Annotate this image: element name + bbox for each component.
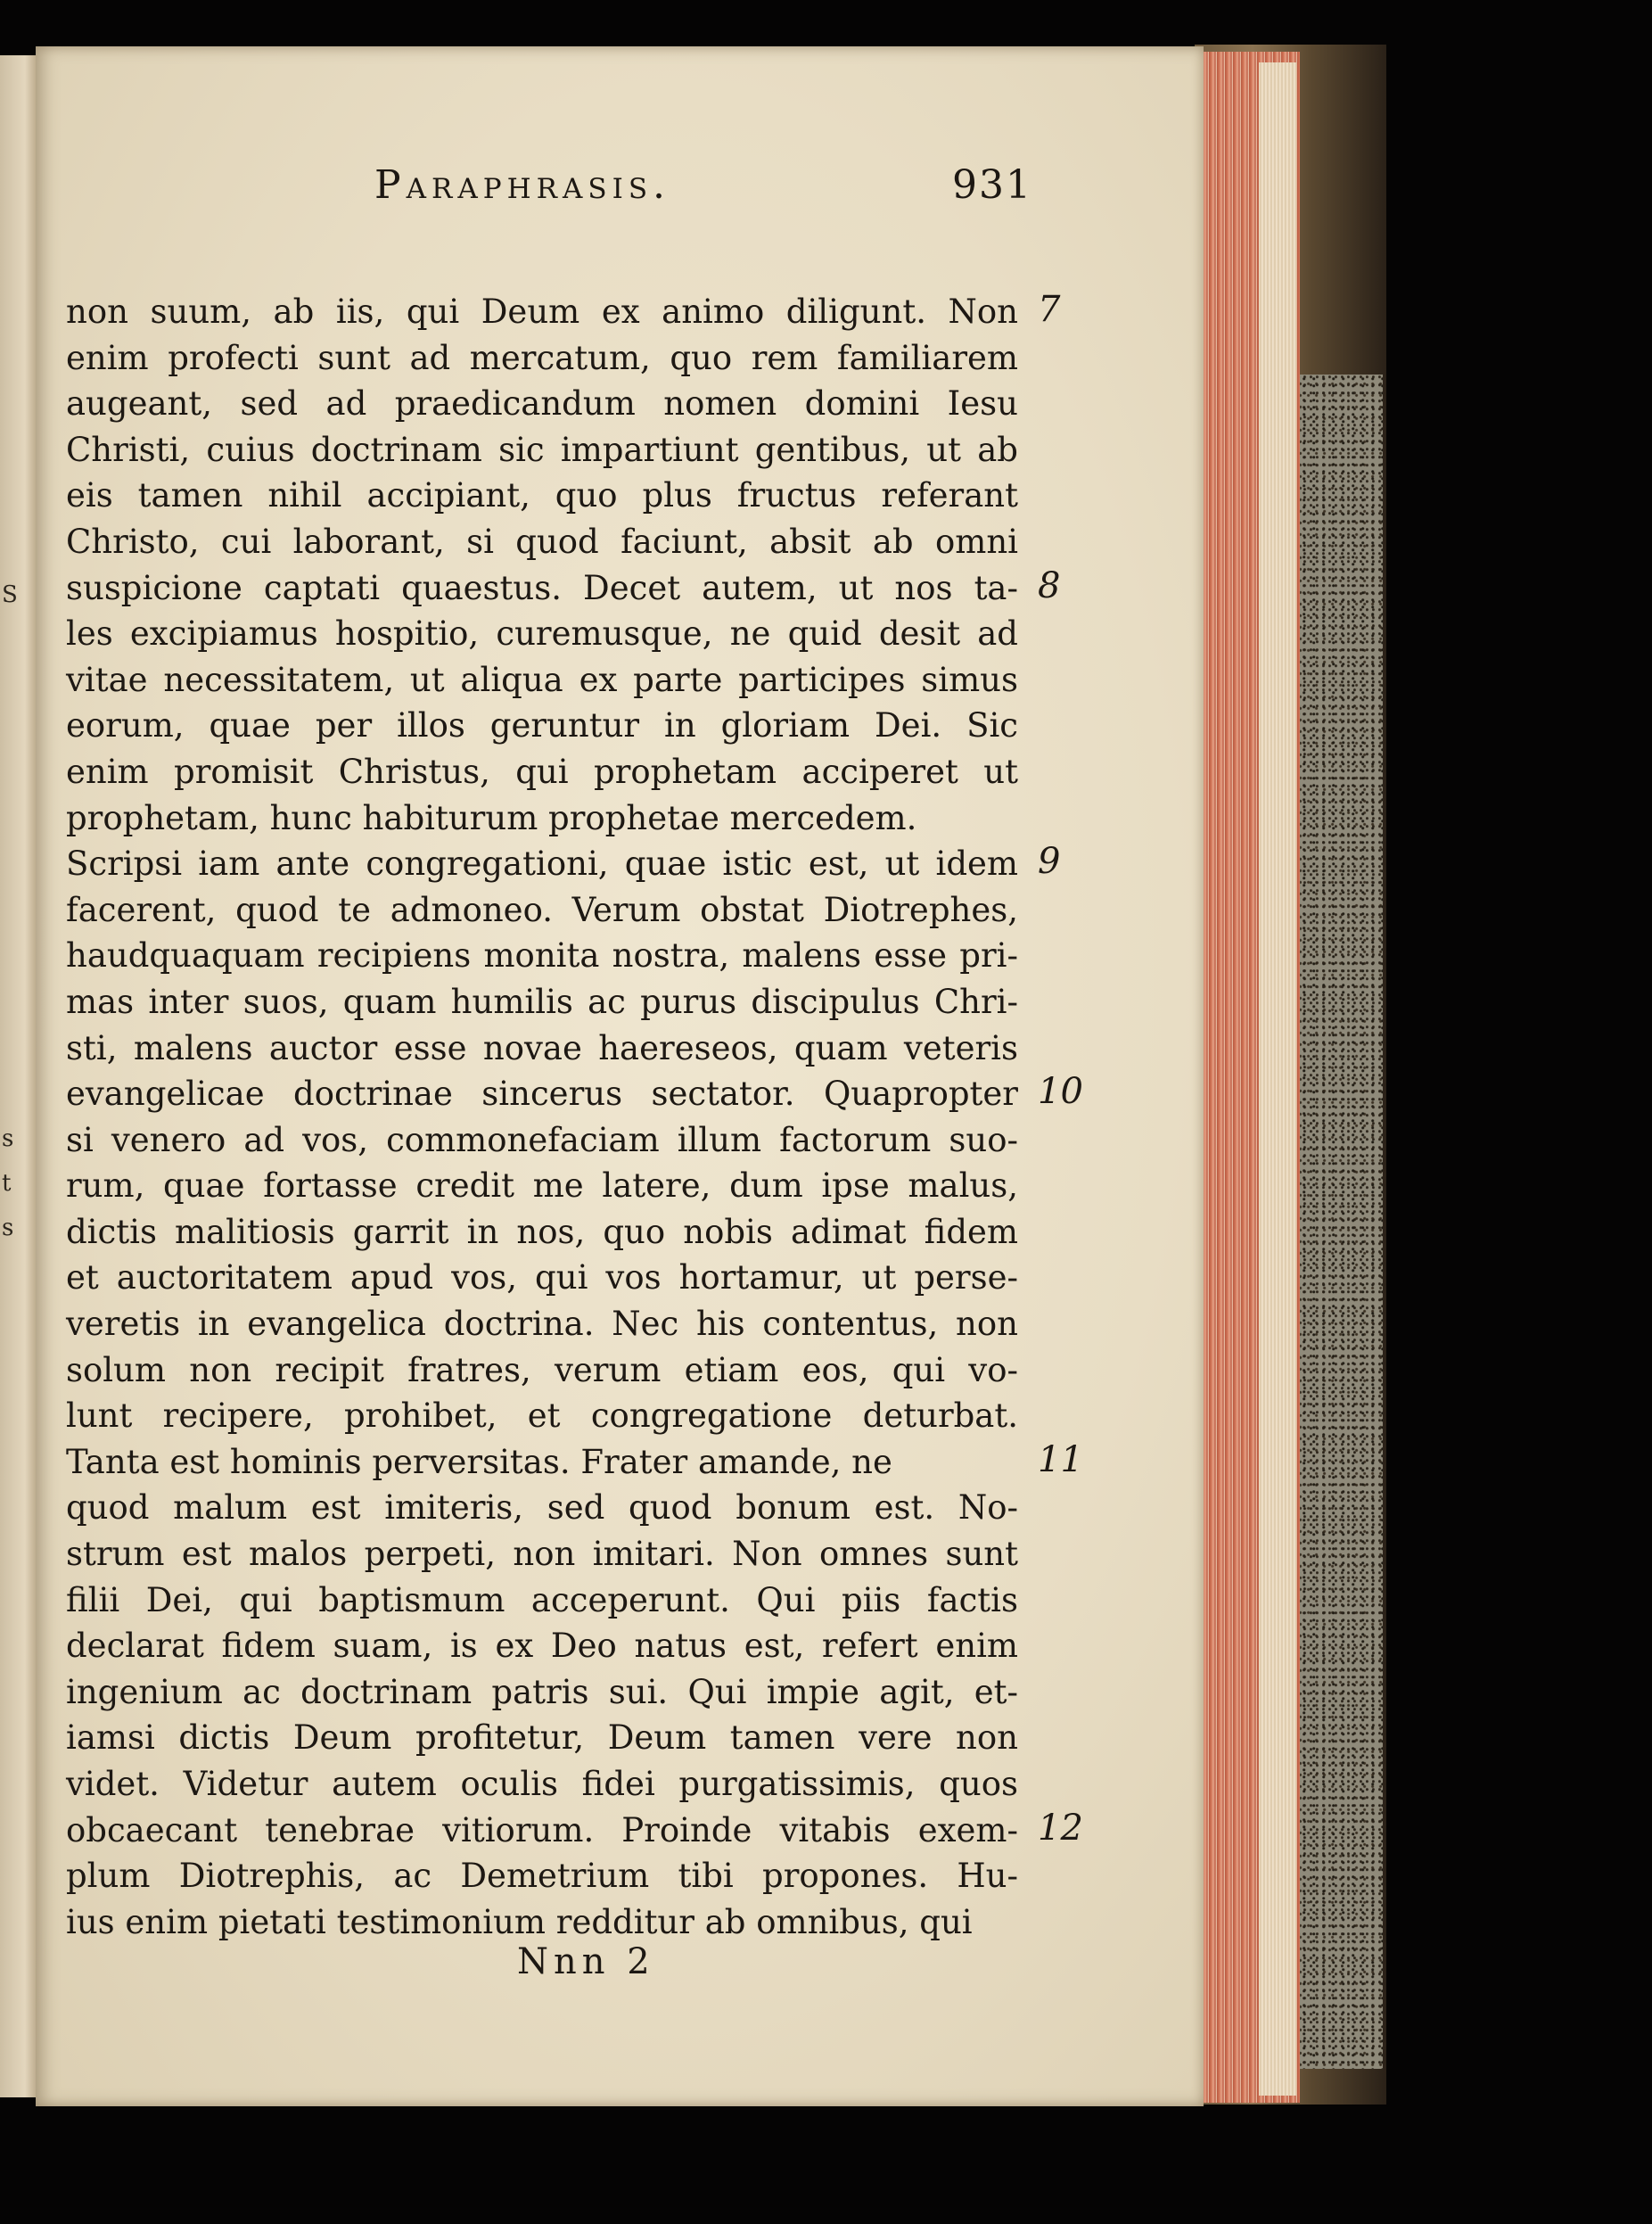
text-line: enim promisit Christus, qui prophetam acciperet ut xyxy=(66,752,1018,791)
text-line: rum, quae fortasse credit me latere, dum ipse malus, xyxy=(66,1166,1018,1206)
text-line: evangelicae doctrinae sincerus sectator. Quapropter xyxy=(66,1075,1018,1114)
text-line: ingenium ac doctrinam patris sui. Qui impie agit, et- xyxy=(66,1672,1018,1711)
text-line: veretis in evangelica doctrina. Nec his contentus, non xyxy=(66,1305,1018,1344)
text-line: solum non recipit fratres, verum etiam eos, qui vo- xyxy=(66,1350,1018,1389)
text-line: enim profecti sunt ad mercatum, quo rem familiarem xyxy=(66,338,1018,377)
verse-number: 8 xyxy=(1038,564,1061,606)
verse-number: 7 xyxy=(1038,289,1061,330)
left-page-marks xyxy=(0,55,36,2097)
left-page-edge xyxy=(0,55,36,2097)
page-stack-light xyxy=(1259,62,1296,2096)
text-line: Tanta est hominis perversitas. Frater amande, ne xyxy=(66,1442,892,1481)
text-line: mas inter suos, quam humilis ac purus discipulus Chri- xyxy=(66,982,1018,1021)
text-line: Christo, cui laborant, si quod faciunt, absit ab omni xyxy=(66,522,1018,561)
text-line: vitae necessitatem, ut aliqua ex parte participes simus xyxy=(66,660,1018,699)
verse-number: 9 xyxy=(1038,841,1061,883)
text-line: lunt recipere, prohibet, et congregatione deturbat. xyxy=(66,1396,1018,1436)
text-line: dictis malitiosis garrit in nos, quo nobis adimat fidem xyxy=(66,1212,1018,1251)
left-page-mark: s xyxy=(2,1125,14,1152)
left-page-mark: t xyxy=(2,1170,12,1197)
text-line: suspicione captati quaestus. Decet autem, ut nos ta- xyxy=(66,568,1018,607)
left-page-mark: s xyxy=(2,1215,14,1241)
verse-number: 10 xyxy=(1038,1071,1083,1113)
signature-mark: Nnn 2 xyxy=(517,1941,655,1982)
body-text xyxy=(66,289,1083,1945)
page-header xyxy=(339,162,1052,234)
text-line: haudquaquam recipiens monita nostra, malens esse pri- xyxy=(66,936,1018,976)
text-line: quod malum est imiteris, sed quod bonum est. No- xyxy=(66,1488,1018,1528)
text-line: sti, malens auctor esse novae haereseos, quam veteris xyxy=(66,1028,1018,1067)
text-line: non suum, ab iis, qui Deum ex animo diligunt. Non xyxy=(66,292,1018,331)
text-line: prophetam, hunc habiturum prophetae mercedem. xyxy=(66,798,917,837)
verse-number: 11 xyxy=(1038,1439,1083,1480)
text-line: filii Dei, qui baptismum acceperunt. Qui piis factis xyxy=(66,1580,1018,1619)
text-line: videt. Videtur autem oculis fidei purgatissimis, quos xyxy=(66,1765,1018,1803)
page-number: 931 xyxy=(952,162,1032,208)
text-line: plum Diotrephis, ac Demetrium tibi propones. Hu- xyxy=(66,1857,1018,1896)
text-line: Christi, cuius doctrinam sic impartiunt gentibus, ut ab xyxy=(66,430,1018,469)
text-line: eis tamen nihil accipiant, quo plus fructus referant xyxy=(66,476,1018,515)
text-line: obcaecant tenebrae vitiorum. Proinde vitabis exem- xyxy=(66,1810,1018,1849)
text-line: si venero ad vos, commonefaciam illum factorum suo- xyxy=(66,1120,1018,1159)
left-page-mark: S xyxy=(2,581,18,608)
text-line: ius enim pietati testimonium redditur ab omnibus, qui xyxy=(66,1902,973,1941)
text-line: iamsi dictis Deum profitetur, Deum tamen vere non xyxy=(66,1718,1018,1758)
text-line: et auctoritatem apud vos, qui vos hortamur, ut perse- xyxy=(66,1258,1018,1297)
text-line: les excipiamus hospitio, curemusque, ne quid desit ad xyxy=(66,614,1018,654)
text-line: eorum, quae per illos geruntur in gloriam Dei. Sic xyxy=(66,706,1018,745)
verse-number: 12 xyxy=(1038,1807,1083,1849)
book-page xyxy=(36,46,1204,2106)
text-line: declarat fidem suam, is ex Deo natus est, refert enim xyxy=(66,1627,1018,1666)
running-head: Paraphrasis. xyxy=(374,162,671,208)
text-line: Scripsi iam ante congregationi, quae istic est, ut idem xyxy=(66,844,1018,884)
text-line: facerent, quod te admoneo. Verum obstat Diotrephes, xyxy=(66,890,1018,929)
text-line: augeant, sed ad praedicandum nomen domini Iesu xyxy=(66,384,1018,424)
speckled-edge xyxy=(1297,375,1383,2069)
text-line: strum est malos perpeti, non imitari. Non omnes sunt xyxy=(66,1535,1018,1574)
